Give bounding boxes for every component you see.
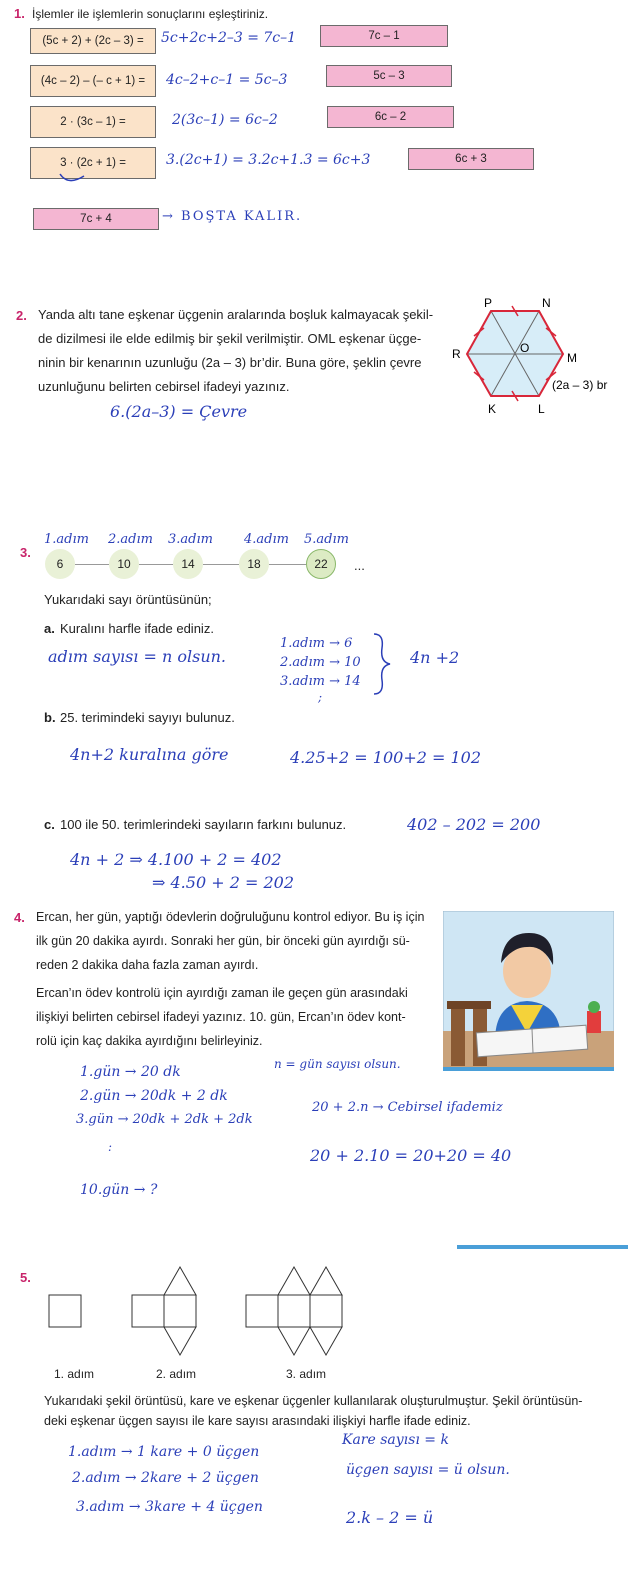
operation-box-1: (5c + 2) + (2c – 3) =: [30, 28, 156, 54]
q3-a-step-more: ;: [318, 690, 323, 704]
q3-a-step-3: 3.adım → 14: [280, 674, 361, 689]
step-label-2: 2.adım: [108, 532, 153, 547]
operation-box-2: (4c – 2) – (– c + 1) =: [30, 65, 156, 97]
q2-line-1: Yanda altı tane eşkenar üçgenin aralarında boşluk kalmayacak şekil-: [38, 307, 434, 322]
result-box-5: 7c + 4: [33, 208, 159, 230]
vertex-label-l: L: [538, 402, 545, 416]
q5-work-left-3: 3.adım → 3kare + 4 üçgen: [76, 1499, 263, 1515]
q3-a-work: adım sayısı = n olsun.: [48, 647, 227, 666]
q5-work-right-1: Kare sayısı = k: [342, 1432, 449, 1448]
q4-work-left-dots: :: [108, 1140, 113, 1154]
sequence-term-3: 14: [173, 549, 203, 579]
sequence-connector: [269, 564, 306, 565]
result-box-2: 5c – 3: [326, 65, 452, 87]
step-label-3: 3.adım: [168, 532, 213, 547]
q1-leftover-note: → BOŞTA KALIR.: [162, 209, 303, 224]
result-box-4: 6c + 3: [408, 148, 534, 170]
q5-work-right-3: 2.k – 2 = ü: [346, 1508, 434, 1527]
q4-line-4: Ercan’ın ödev kontrolü için ayırdığı zaman ile geçen gün arasındaki: [36, 986, 408, 1000]
q2-line-3: ninin bir kenarının uzunluğu (2a – 3) br’dir. Buna göre, şeklin çevre: [38, 355, 422, 370]
pattern-step-label-3: 3. adım: [286, 1367, 327, 1381]
q2-work: 6.(2a–3) = Çevre: [110, 402, 248, 421]
q1-work-3: 2(3c–1) = 6c–2: [172, 112, 278, 128]
operation-box-3: 2 · (3c – 1) =: [30, 106, 156, 138]
q4-line-1: Ercan, her gün, yaptığı ödevlerin doğruluğunu kontrol ediyor. Bu iş için: [36, 910, 425, 924]
sequence-connector: [75, 564, 109, 565]
result-box-1: 7c – 1: [320, 25, 448, 47]
underline-arc-icon: [58, 170, 88, 190]
pattern-step-label-1: 1. adım: [54, 1367, 95, 1381]
divider-bar: [457, 1245, 628, 1249]
vertex-label-k: K: [488, 402, 497, 416]
curly-brace-icon: [370, 632, 394, 696]
q3-c-letter: c.: [44, 817, 55, 832]
hexagon-figure: [450, 292, 630, 422]
question-1-title: İşlemler ile işlemlerin sonuçlarını eşleştiriniz.: [32, 7, 269, 21]
q3-b-work-2: 4.25+2 = 100+2 = 102: [290, 748, 482, 767]
sequence-connector: [139, 564, 173, 565]
question-2-number: 2.: [16, 308, 27, 323]
vertex-label-o: O: [520, 341, 530, 355]
question-3-number: 3.: [20, 545, 31, 560]
q4-work-left-5: 10.gün → ?: [80, 1182, 158, 1198]
q3-b-letter: b.: [44, 710, 56, 725]
q3-c-work-1: 4n + 2 ⇒ 4.100 + 2 = 402: [70, 850, 282, 869]
sequence-connector: [203, 564, 239, 565]
q1-work-4: 3.(2c+1) = 3.2c+1.3 = 6c+3: [166, 152, 371, 168]
sequence-term-2: 10: [109, 549, 139, 579]
q3-a-step-2: 2.adım → 10: [280, 655, 361, 670]
q5-line-1: Yukarıdaki şekil örüntüsü, kare ve eşkenar üçgenler kullanılarak oluşturulmuştur. Şekil örüntüsün-: [44, 1394, 583, 1408]
step-label-5: 5.adım: [304, 532, 349, 547]
shape-pattern-figure: [40, 1262, 360, 1362]
q3-a-letter: a.: [44, 621, 55, 636]
step-label-4: 4.adım: [244, 532, 289, 547]
pattern-step-label-2: 2. adım: [156, 1367, 197, 1381]
q3-b-work-1: 4n+2 kuralına göre: [70, 745, 229, 764]
q4-work-left-2: 2.gün → 20dk + 2 dk: [80, 1088, 228, 1104]
vertex-label-m: M: [567, 351, 577, 365]
sequence-term-5: 22: [306, 549, 336, 579]
q3-intro: Yukarıdaki sayı örüntüsünün;: [44, 592, 212, 607]
q4-work-left-1: 1.gün → 20 dk: [80, 1064, 181, 1080]
q4-calculation: 20 + 2.10 = 20+20 = 40: [310, 1146, 512, 1165]
operation-box-4: 3 · (2c + 1) =: [30, 147, 156, 179]
q4-line-5: ilişkiyi belirten cebirsel ifadeyi yazınız. 10. gün, Ercan’ın ödev kont-: [36, 1010, 406, 1024]
q3-c-difference: 402 – 202 = 200: [407, 815, 541, 834]
vertex-label-p: P: [484, 296, 493, 310]
q3-a-text: Kuralını harfle ifade ediniz.: [60, 621, 214, 636]
q3-c-work-2: ⇒ 4.50 + 2 = 202: [152, 873, 294, 892]
q3-a-rule: 4n +2: [410, 648, 460, 667]
question-5-number: 5.: [20, 1270, 31, 1285]
q3-b-text: 25. terimindeki sayıyı bulunuz.: [60, 710, 235, 725]
q3-a-step-1: 1.adım → 6: [280, 636, 353, 651]
q1-work-1: 5c+2c+2–3 = 7c–1: [161, 30, 297, 46]
q4-n-definition: n = gün sayısı olsun.: [274, 1057, 401, 1071]
vertex-label-n: N: [542, 296, 551, 310]
q5-work-left-2: 2.adım → 2kare + 2 üçgen: [72, 1470, 259, 1486]
q2-line-2: de dizilmesi ile elde edilmiş bir şekil verilmiştir. OML eşkenar üçge-: [38, 331, 422, 346]
q2-line-4: uzunluğunu belirten cebirsel ifadeyi yazınız.: [38, 379, 290, 394]
q4-line-6: rolü için kaç dakika ayırdığını belirleyiniz.: [36, 1034, 263, 1048]
sequence-ellipsis: ...: [354, 558, 365, 573]
step-label-1: 1.adım: [44, 532, 89, 547]
q4-line-2: ilk gün 20 dakika ayırdı. Sonraki her gün, bir önceki gün ayırdığı sü-: [36, 934, 410, 948]
q5-work-left-1: 1.adım → 1 kare + 0 üçgen: [68, 1444, 260, 1460]
vertex-label-r: R: [452, 347, 461, 361]
q5-work-right-2: üçgen sayısı = ü olsun.: [346, 1462, 510, 1478]
question-4-number: 4.: [14, 910, 25, 925]
q5-line-2: deki eşkenar üçgen sayısı ile kare sayısı arasındaki ilişkiyi harfle ifade ediniz.: [44, 1414, 471, 1428]
result-box-3: 6c – 2: [327, 106, 454, 128]
sequence-term-4: 18: [239, 549, 269, 579]
side-length-label: (2a – 3) br: [552, 378, 608, 392]
q4-expression: 20 + 2.n → Cebirsel ifademiz: [312, 1100, 503, 1115]
sequence-term-1: 6: [45, 549, 75, 579]
boy-doing-homework-illustration: [443, 911, 614, 1071]
q4-work-left-3: 3.gün → 20dk + 2dk + 2dk: [76, 1112, 253, 1127]
question-1-number: 1.: [14, 6, 25, 21]
q4-line-3: reden 2 dakika daha fazla zaman ayırdı.: [36, 958, 259, 972]
q1-work-2: 4c–2+c–1 = 5c–3: [166, 72, 288, 88]
q3-c-text: 100 ile 50. terimlerindeki sayıların farkını bulunuz.: [60, 817, 347, 832]
